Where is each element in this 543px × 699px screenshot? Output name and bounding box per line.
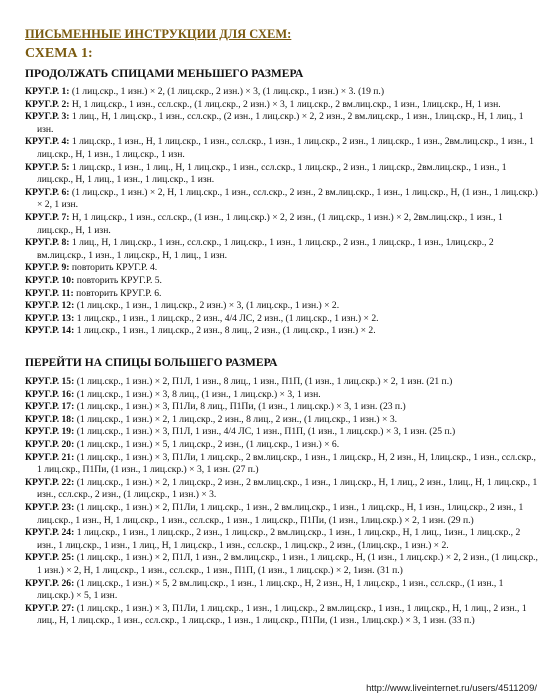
instruction-row xyxy=(25,275,540,288)
round-text: (1 лиц.скр., 1 изн.) × 2, 1 лиц.скр., 2 изн., 8 лиц., 2 изн., (1 лиц.скр., 1 изн.) × 3. xyxy=(74,413,398,425)
instruction-row xyxy=(25,99,540,112)
round-text: Н, 1 лиц.скр., 1 изн., ссл.скр., (1 лиц.скр., 2 изн.) × 3, 1 лиц.скр., 2 вм.лиц.скр., 1 изн., 1лиц.скр., Н, 1 изн. xyxy=(69,98,501,110)
instruction-row xyxy=(25,452,540,477)
round-label: КРУГ.Р. 9: xyxy=(25,262,70,274)
round-label: КРУГ.Р. 19: xyxy=(25,426,75,438)
round-label: КРУГ.Р. 6: xyxy=(25,186,70,198)
round-text: (1 лиц.скр., 1 изн.) × 3, П1Ли, 1 лиц.скр., 2 вм.лиц.скр., 1 изн., 1 лиц.скр., Н, 2 изн., Н, 1лиц.скр., 1 изн., ссл.скр., 1 лиц.скр., П1Пи, (1 изн., 1 лиц.скр.) × 3, 1 изн. (27 п.) xyxy=(37,451,536,476)
instruction-row xyxy=(25,111,540,136)
instructions-list-smaller-needles xyxy=(25,86,540,338)
instruction-row xyxy=(25,578,540,603)
instruction-row xyxy=(25,136,540,161)
round-label: КРУГ.Р. 10: xyxy=(25,274,75,286)
instruction-row xyxy=(25,187,540,212)
round-label: КРУГ.Р. 1: xyxy=(25,86,70,97)
instruction-row xyxy=(25,552,540,577)
round-label: КРУГ.Р. 18: xyxy=(25,413,75,425)
instruction-row xyxy=(25,401,540,414)
instruction-row xyxy=(25,237,540,262)
round-label: КРУГ.Р. 23: xyxy=(25,501,75,513)
instruction-row xyxy=(25,325,540,338)
round-text: 1 лиц.скр., 1 изн., 1 лиц.скр., 2 изн., 4/4 ЛС, 2 изн., (1 лиц.скр., 1 изн.) × 2. xyxy=(74,312,379,324)
round-label: КРУГ.Р. 3: xyxy=(25,111,70,123)
round-text: (1 лиц.скр., 1 изн.) × 3, 8 лиц., (1 изн., 1 лиц.скр.) × 3, 1 изн. xyxy=(74,388,321,400)
round-text: (1 лиц.скр., 1 изн.) × 5, 1 лиц.скр., 2 изн., (1 лиц.скр., 1 изн.) × 6. xyxy=(74,438,340,450)
instruction-row xyxy=(25,502,540,527)
round-text: (1 лиц.скр., 1 изн.) × 3, П1Ли, 1 лиц.скр., 1 изн., 1 лиц.скр., 2 вм.лиц.скр., 1 изн., 1 лиц.скр., Н, 1 лиц., 2 изн., 1 лиц., Н, 1 лиц.скр., 1 изн., ссл.скр., 1 лиц.скр., 1 изн., 1 лиц.скр., П1Пи, (1 изн., 1лиц.скр.) × 3, 1 изн. (33 п.) xyxy=(37,602,527,627)
instruction-row xyxy=(25,86,540,99)
round-text: (1 лиц.скр., 1 изн.) × 2, Н, 1 лиц.скр., 1 изн., ссл.скр., 2 изн., 2 вм.лиц.скр., 1 изн., 1 лиц.скр., Н, (1 изн., 1 лиц.скр.) × 2, 1 изн. xyxy=(37,186,538,211)
instructions-list-larger-needles xyxy=(25,376,540,628)
round-text: (1 лиц.скр., 1 изн.) × 2, 1 лиц.скр., 2 изн., 2 вм.лиц.скр., 1 изн., 1 лиц.скр., Н, 1 лиц., 2 изн., 1лиц., Н, 1 лиц.скр., 1 изн., ссл.скр., 2 изн., (1 лиц.скр., 1 изн.) × 3. xyxy=(37,476,538,501)
instruction-row xyxy=(25,439,540,452)
round-text: повторить КРУГ.Р. 6. xyxy=(73,287,162,299)
round-text: 1 лиц.скр., 1 изн., 1 лиц., Н, 1 лиц.скр., 1 изн., ссл.скр., 1 лиц.скр., 2 изн., 1 лиц.скр., 2вм.лиц.скр., 1 изн., 1 лиц.скр., Н, 1 лиц., 1 изн., 1 лиц.скр., 1 изн. xyxy=(37,161,507,186)
round-text: (1 лиц.скр., 1 изн.) × 2, П1Л, 1 изн., 2 вм.лиц.скр., 1 изн., 1 лиц.скр., Н, (1 изн., 1 лиц.скр.) × 2, 2 изн., (1 лиц.скр., 1 изн.) × 2, Н, 1 лиц.скр., 1 изн., ссл.скр., 1 изн., П1П, (1 изн., 1 лиц.скр.) × 2, 1изн. (31 п.) xyxy=(37,552,538,576)
round-label: КРУГ.Р. 7: xyxy=(25,211,70,223)
round-text: (1 лиц.скр., 1 изн.) × 2, П1Ли, 1 лиц.скр., 1 изн., 2 вм.лиц.скр., 1 изн., 1 лиц.скр., Н, 1 изн., 1лиц.скр., 2 изн., 1 лиц.скр., 1 изн., Н, 1 лиц.скр., 1 изн., ссл.скр., 1 изн., 1 лиц.скр., П1Пи, (1 изн., 1лиц.скр.) × 2, 1 изн. (29 п.) xyxy=(37,501,524,526)
scheme-title: СХЕМА 1: xyxy=(25,46,93,61)
instruction-row xyxy=(25,288,540,301)
round-label: КРУГ.Р. 14: xyxy=(25,325,75,337)
round-label: КРУГ.Р. 17: xyxy=(25,401,75,413)
round-label: КРУГ.Р. 8: xyxy=(25,237,70,249)
round-label: КРУГ.Р. 21: xyxy=(25,451,75,463)
round-text: 1 лиц.скр., 1 изн., 1 лиц.скр., 2 изн., 8 лиц., 2 изн., (1 лиц.скр., 1 изн.) × 2. xyxy=(74,325,376,337)
round-label: КРУГ.Р. 4: xyxy=(25,136,70,148)
instruction-row xyxy=(25,527,540,552)
round-text: (1 лиц.скр., 1 изн.) × 3, П1Л, 1 изн., 4/4 ЛС, 1 изн., П1П, (1 изн., 1 лиц.скр.) × 3, 1 изн. (25 п.) xyxy=(74,426,456,438)
instruction-row xyxy=(25,376,540,389)
instruction-row xyxy=(25,426,540,439)
instruction-row xyxy=(25,313,540,326)
round-text: (1 лиц.скр., 1 изн.) × 2, (1 лиц.скр., 2 изн.) × 3, (1 лиц.скр., 1 изн.) × 3. (19 п.) xyxy=(69,86,385,97)
round-label: КРУГ.Р. 16: xyxy=(25,388,75,400)
round-text: повторить КРУГ.Р. 4. xyxy=(69,262,158,274)
instruction-row xyxy=(25,477,540,502)
instruction-row xyxy=(25,212,540,237)
round-text: (1 лиц.скр., 1 изн., 1 лиц.скр., 2 изн.) × 3, (1 лиц.скр., 1 изн.) × 2. xyxy=(74,300,340,312)
round-label: КРУГ.Р. 20: xyxy=(25,438,75,450)
section-heading-smaller-needles: ПРОДОЛЖАТЬ СПИЦАМИ МЕНЬШЕГО РАЗМЕРА xyxy=(25,68,304,80)
instruction-row xyxy=(25,300,540,313)
round-label: КРУГ.Р. 26: xyxy=(25,577,75,589)
round-label: КРУГ.Р. 25: xyxy=(25,552,75,564)
round-label: КРУГ.Р. 12: xyxy=(25,300,75,312)
round-text: Н, 1 лиц.скр., 1 изн., ссл.скр., (1 изн., 1 лиц.скр.) × 2, 2 изн., (1 лиц.скр., 1 изн.) × 2, 2вм.лиц.скр., 1 изн., 1 лиц.скр., Н, 1 изн. xyxy=(37,211,503,236)
round-text: (1 лиц.скр., 1 изн.) × 3, П1Ли, 8 лиц., П1Пи, (1 изн., 1 лиц.скр.) × 3, 1 изн. (23 п.) xyxy=(74,401,406,413)
round-label: КРУГ.Р. 2: xyxy=(25,98,70,110)
round-text: 1 лиц., Н, 1 лиц.скр., 1 изн., ссл.скр., (2 изн., 1 лиц.скр.) × 2, 2 изн., 2 вм.лиц.скр., 1 изн., 1лиц.скр., Н, 1 лиц., 1 изн. xyxy=(37,111,524,135)
round-label: КРУГ.Р. 11: xyxy=(25,287,74,299)
instruction-row xyxy=(25,162,540,187)
round-text: (1 лиц.скр., 1 изн.) × 5, 2 вм.лиц.скр., 1 изн., 1 лиц.скр., Н, 2 изн., Н, 1 лиц.скр., 1 изн., ссл.скр., (1 изн., 1 лиц.скр.) × 5, 1 изн. xyxy=(37,577,504,602)
round-text: 1 лиц.скр., 1 изн., Н, 1 лиц.скр., 1 изн., ссл.скр., 1 изн., 1 лиц.скр., 2 изн., 1 лиц.скр., 1 изн., 2вм.лиц.скр., 1 изн., 1 лиц.скр., Н, 1 изн., 1 лиц.скр., 1 изн. xyxy=(37,136,534,160)
source-url[interactable]: http://www.liveinternet.ru/users/4511209/ xyxy=(366,683,537,694)
round-label: КРУГ.Р. 15: xyxy=(25,376,75,387)
round-text: 1 лиц.скр., 1 изн., 1 лиц.скр., 2 изн., 1 лиц.скр., 2 вм.лиц.скр., 1 изн., 1 лиц.скр., Н, 1 лиц., 1изн., 1 лиц.скр., 2 изн., 1 лиц.скр., 1 изн., 1 лиц., Н, 1 лиц.скр., 1 изн., ссл.скр., 1 лиц.скр., 2 изн., (1лиц.скр., 1 изн.) × 2. xyxy=(37,527,521,551)
round-text: 1 лиц., Н, 1 лиц.скр., 1 изн., ссл.скр., 1 лиц.скр., 1 изн., 1 лиц.скр., 2 изн., 1 лиц.скр., 1 изн., 1лиц.скр., 2 вм.лиц.скр., 1 изн., 1 лиц.скр., Н, 1 лиц., 1 изн. xyxy=(37,237,494,261)
instruction-row xyxy=(25,414,540,427)
round-label: КРУГ.Р. 27: xyxy=(25,602,75,614)
round-label: КРУГ.Р. 22: xyxy=(25,476,75,488)
round-text: (1 лиц.скр., 1 изн.) × 2, П1Л, 1 изн., 8 лиц., 1 изн., П1П, (1 изн., 1 лиц.скр.) × 2, 1 изн. (21 п.) xyxy=(74,376,453,387)
round-label: КРУГ.Р. 24: xyxy=(25,527,75,539)
round-label: КРУГ.Р. 5: xyxy=(25,161,70,173)
instruction-row xyxy=(25,262,540,275)
round-label: КРУГ.Р. 13: xyxy=(25,312,75,324)
page-title: ПИСЬМЕННЫЕ ИНСТРУКЦИИ ДЛЯ СХЕМ: xyxy=(25,27,292,41)
instruction-row xyxy=(25,389,540,402)
instruction-row xyxy=(25,603,540,628)
round-text: повторить КРУГ.Р. 5. xyxy=(74,274,162,286)
section-heading-larger-needles: ПЕРЕЙТИ НА СПИЦЫ БОЛЬШЕГО РАЗМЕРА xyxy=(25,357,278,369)
